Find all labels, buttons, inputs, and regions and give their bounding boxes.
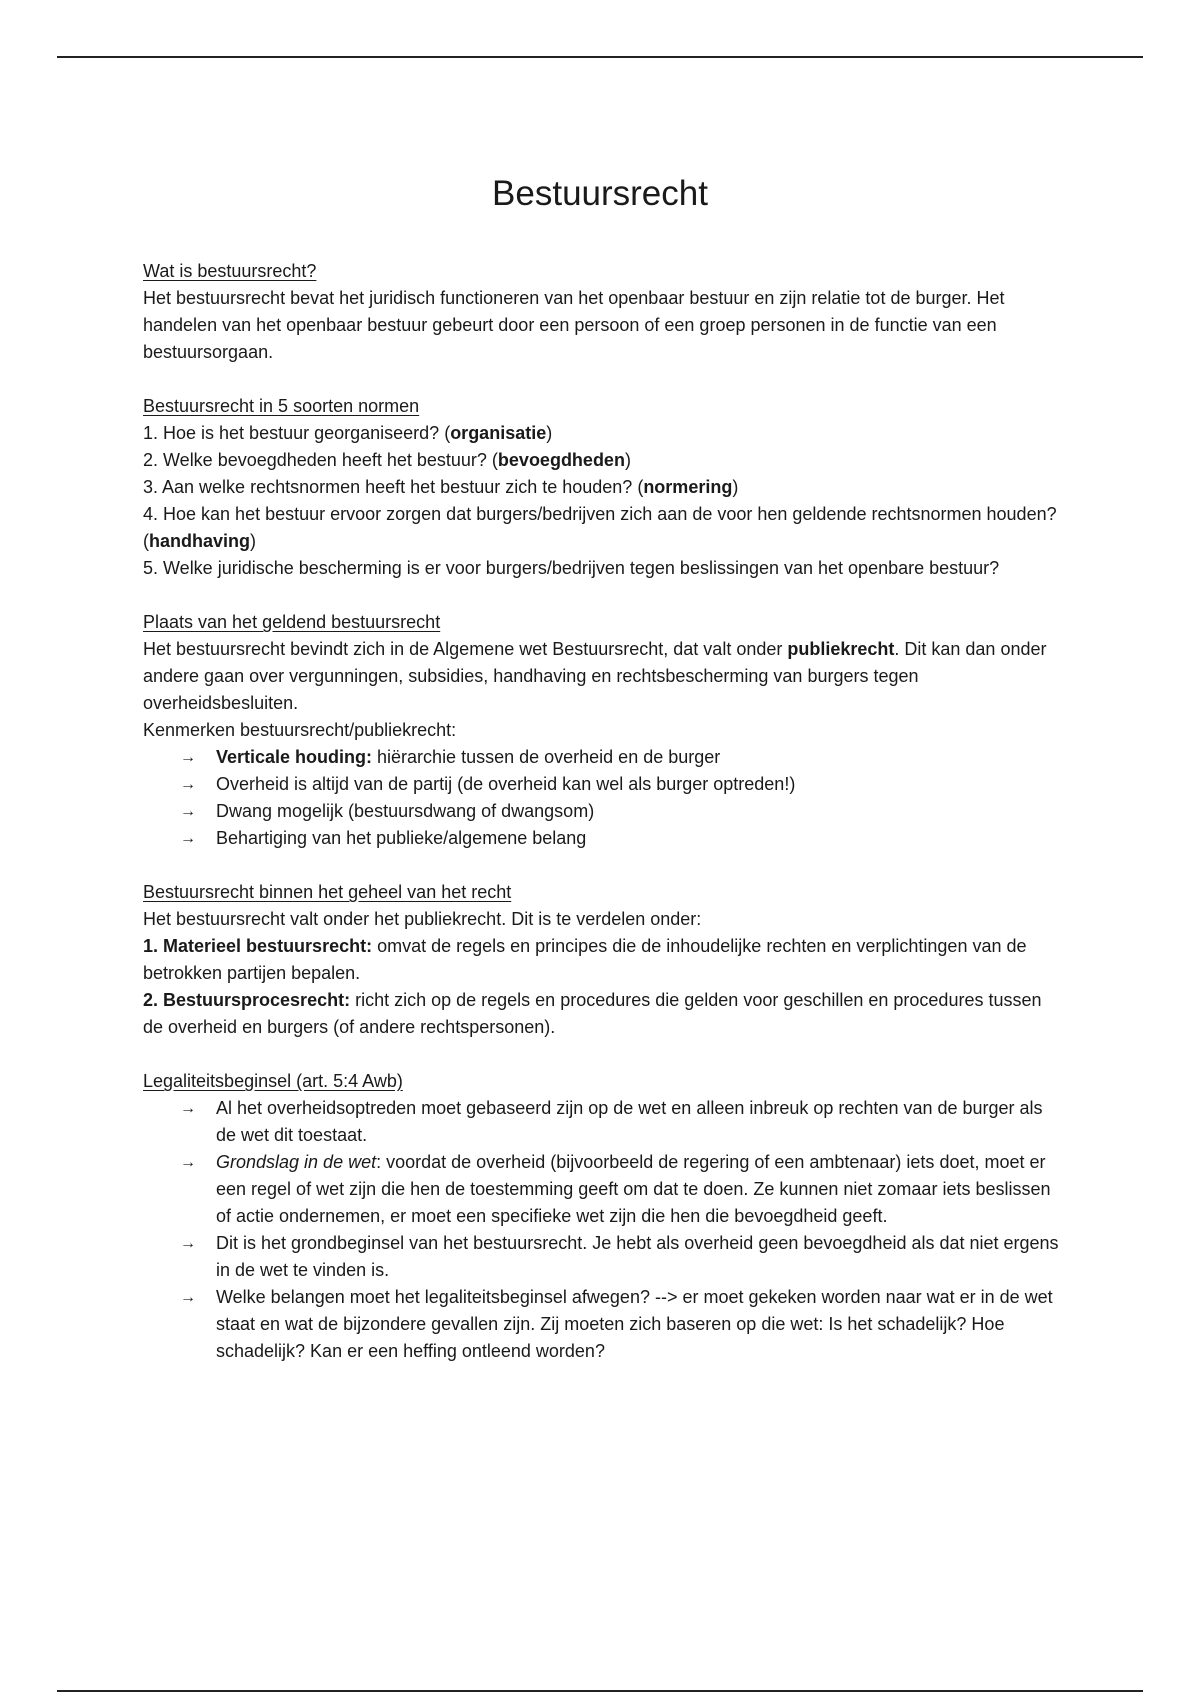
section-within-law: [143, 879, 1063, 1041]
paragraph: Het bestuursrecht valt onder het publiekrecht. Dit is te verdelen onder:: [143, 909, 702, 929]
legality-list: [143, 1095, 1063, 1365]
kenmerken-list: [143, 744, 1063, 852]
list-item: → Al het overheidsoptreden moet gebaseerd zijn op de wet en alleen inbreuk op rechten van de burger als de wet dit toestaat.: [143, 1095, 1063, 1149]
section-legality: [143, 1068, 1063, 1365]
list-item: 2. Welke bevoegdheden heeft het bestuur? (bevoegdheden): [143, 450, 631, 470]
top-rule: [57, 56, 1143, 58]
section-heading: Plaats van het geldend bestuursrecht: [143, 612, 441, 632]
arrow-icon: →: [180, 1100, 196, 1117]
arrow-icon: →: [180, 1289, 196, 1306]
kenmerken-label: Kenmerken bestuursrecht/publiekrecht:: [143, 720, 457, 740]
norms-list: [143, 420, 1063, 582]
list-item: → Overheid is altijd van de partij (de overheid kan wel als burger optreden!): [143, 771, 1063, 798]
arrow-icon: →: [180, 1154, 196, 1171]
section-heading: Bestuursrecht in 5 soorten normen: [143, 396, 420, 416]
list-item: → Welke belangen moet het legaliteitsbeginsel afwegen? --> er moet gekeken worden naar wat er in de wet staat en wat de bijzondere gevallen zijn. Zij moeten zich baseren op die wet: Is het schadelijk? Hoe schadelijk? Kan er een heffing ontleend worden?: [143, 1284, 1063, 1365]
list-item: → Verticale houding: hiërarchie tussen de overheid en de burger: [143, 744, 1063, 771]
list-item: → Dit is het grondbeginsel van het bestuursrecht. Je hebt als overheid geen bevoegdheid als dat niet ergens in de wet te vinden is.: [143, 1230, 1063, 1284]
list-item: → Grondslag in de wet: voordat de overheid (bijvoorbeeld de regering of een ambtenaar) iets doet, moet er een regel of wet zijn die hen de toestemming geeft om dat te doen. Ze kunnen niet zomaar iets beslissen of actie ondernemen, er moet een specifieke wet zijn die hen die bevoegdheid geeft.: [143, 1149, 1063, 1230]
list-item: 5. Welke juridische bescherming is er voor burgers/bedrijven tegen beslissingen van het openbare bestuur?: [143, 558, 1000, 578]
arrow-icon: →: [180, 749, 196, 766]
section-place: [143, 609, 1063, 852]
list-item: 1. Hoe is het bestuur georganiseerd? (organisatie): [143, 423, 553, 443]
paragraph: Het bestuursrecht bevat het juridisch functioneren van het openbaar bestuur en zijn relatie tot de burger. Het handelen van het openbaar bestuur gebeurt door een persoon of een groep personen in de functie van een bestuursorgaan.: [143, 288, 1005, 362]
list-item: 2. Bestuursprocesrecht: richt zich op de regels en procedures die gelden voor geschillen en procedures tussen de overheid en burgers (of andere rechtspersonen).: [143, 990, 1042, 1037]
document-body: [143, 258, 1063, 1392]
list-item: → Dwang mogelijk (bestuursdwang of dwangsom): [143, 798, 1063, 825]
arrow-icon: →: [180, 776, 196, 793]
section-heading: Legaliteitsbeginsel (art. 5:4 Awb): [143, 1071, 403, 1091]
list-item: 1. Materieel bestuursrecht: omvat de regels en principes die de inhoudelijke rechten en verplichtingen van de betrokken partijen bepalen.: [143, 936, 1027, 983]
list-item: 4. Hoe kan het bestuur ervoor zorgen dat burgers/bedrijven zich aan de voor hen geldende rechtsnormen houden? (handhaving): [143, 504, 1057, 551]
arrow-icon: →: [180, 803, 196, 820]
section-heading: Bestuursrecht binnen het geheel van het recht: [143, 882, 512, 902]
section-norms: [143, 393, 1063, 582]
paragraph: Het bestuursrecht bevindt zich in de Algemene wet Bestuursrecht, dat valt onder publiekrecht. Dit kan dan onder andere gaan over vergunningen, subsidies, handhaving en rechtsbescherming van burgers tegen overheidsbesluiten.: [143, 639, 1047, 713]
list-item: → Behartiging van het publieke/algemene belang: [143, 825, 1063, 852]
arrow-icon: →: [180, 1235, 196, 1252]
list-item: 3. Aan welke rechtsnormen heeft het bestuur zich te houden? (normering): [143, 477, 739, 497]
page-title: Bestuursrecht: [492, 174, 708, 213]
section-heading: Wat is bestuursrecht?: [143, 261, 317, 281]
bottom-rule: [57, 1690, 1143, 1692]
section-what-is: [143, 258, 1063, 366]
arrow-icon: →: [180, 830, 196, 847]
